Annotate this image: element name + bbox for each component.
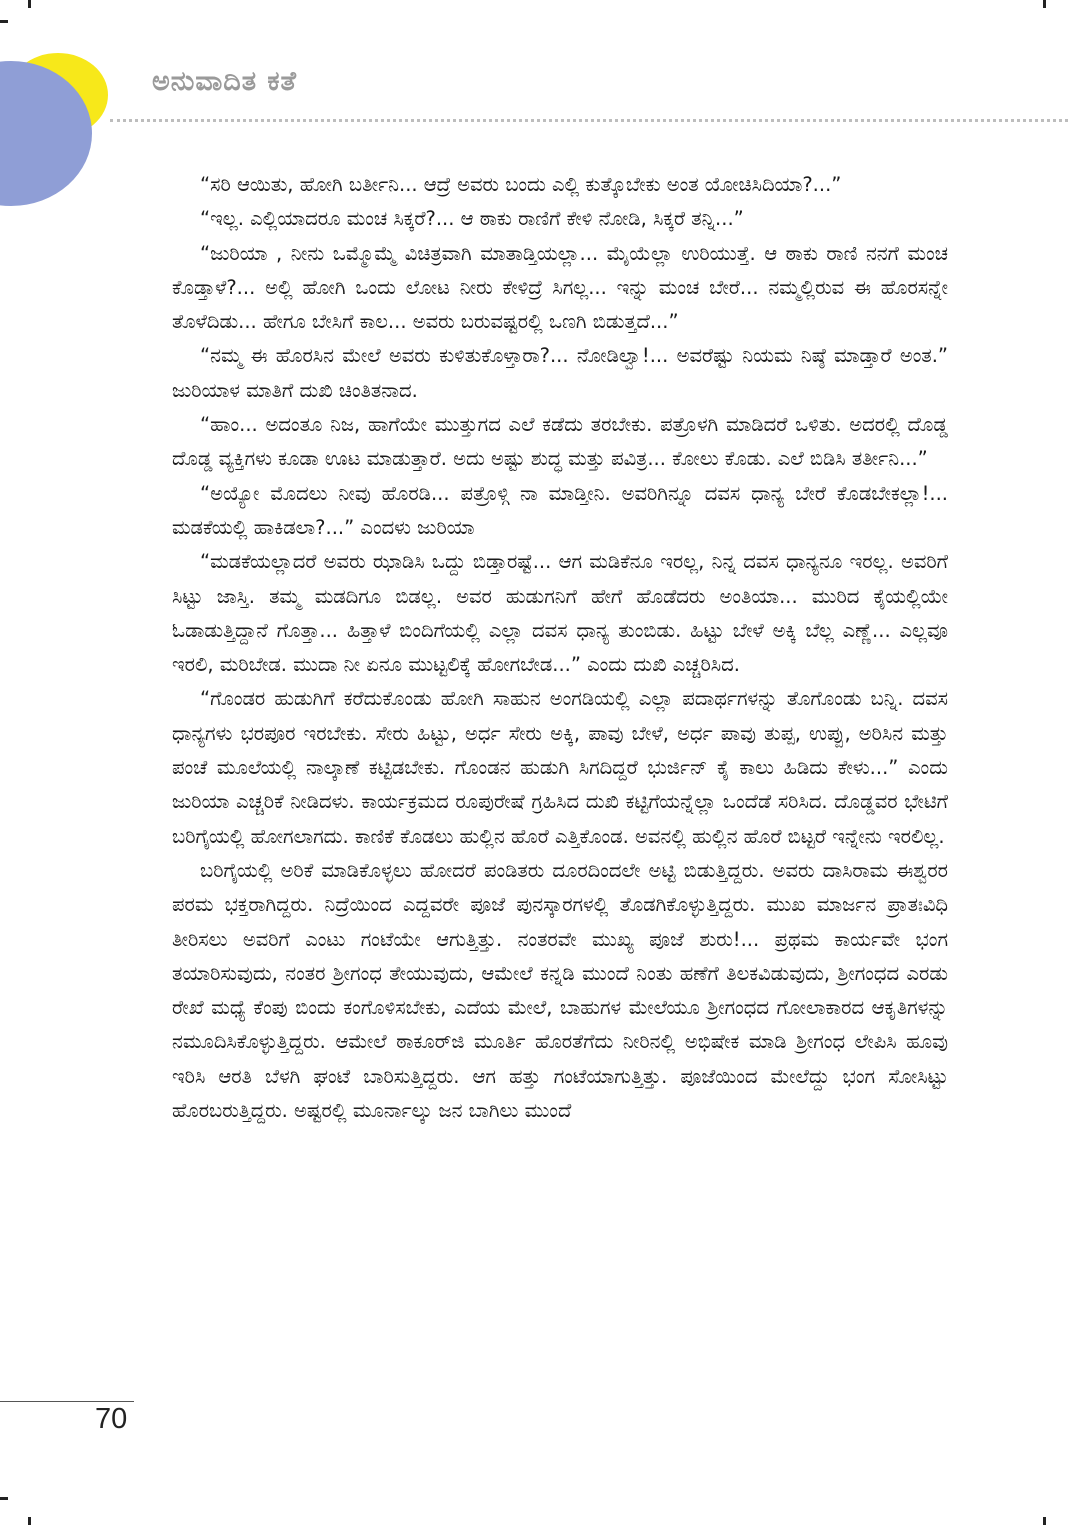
crop-mark-bottom-left [28, 1517, 31, 1525]
paragraph: ಬರಿಗೈಯಲ್ಲಿ ಅರಿಕೆ ಮಾಡಿಕೊಳ್ಳಲು ಹೋದರೆ ಪಂಡಿತರು ದೂರದಿಂದಲೇ ಅಟ್ಟಿ ಬಿಡುತ್ತಿದ್ದರು. ಅವರು ದಾಸಿರಾಮ ಈಶ್ವರರ ಪರಮ ಭಕ್ತರಾಗಿದ್ದರು. ನಿದ್ರೆಯಿಂದ ಎದ್ದವರೇ ಪೂಜೆ ಪುನಸ್ಕಾರಗಳಲ್ಲಿ ತೊಡಗಿಕೊಳ್ಳುತ್ತಿದ್ದರು. ಮುಖ ಮಾರ್ಜನ ಪ್ರಾತಃವಿಧಿ ತೀರಿಸಲು ಅವರಿಗೆ ಎಂಟು ಗಂಟೆಯೇ ಆಗುತ್ತಿತ್ತು. ನಂತರವೇ ಮುಖ್ಯ ಪೂಜೆ ಶುರು!... ಪ್ರಥಮ ಕಾರ್ಯವೇ ಭಂಗ ತಯಾರಿಸುವುದು, ನಂತರ ಶ್ರೀಗಂಧ ತೇಯುವುದು, ಆಮೇಲೆ ಕನ್ನಡಿ ಮುಂದೆ ನಿಂತು ಹಣೆಗೆ ತಿಲಕವಿಡುವುದು, ಶ್ರೀಗಂಧದ ಎರಡು ರೇಖೆ ಮಧ್ಯೆ ಕೆಂಪು ಬಿಂದು ಕಂಗೊಳಿಸಬೇಕು, ಎದೆಯ ಮೇಲೆ, ಬಾಹುಗಳ ಮೇಲೆಯೂ ಶ್ರೀಗಂಧದ ಗೋಲಾಕಾರದ ಆಕೃತಿಗಳನ್ನು ನಮೂದಿಸಿಕೊಳ್ಳುತ್ತಿದ್ದರು. ಆಮೇಲೆ ಠಾಕೂರ್‌ಜಿ ಮೂರ್ತಿ ಹೊರತೆಗೆದು ನೀರಿನಲ್ಲಿ ಅಭಿಷೇಕ ಮಾಡಿ ಶ್ರೀಗಂಧ ಲೇಪಿಸಿ ಹೂವು ಇರಿಸಿ ಆರತಿ ಬೆಳಗಿ ಘಂಟೆ ಬಾರಿಸುತ್ತಿದ್ದರು. ಆಗ ಹತ್ತು ಗಂಟೆಯಾಗುತ್ತಿತ್ತು. ಪೂಜೆಯಿಂದ ಮೇಲೆದ್ದು ಭಂಗ ಸೋಸಿಟ್ಟು ಹೊರಬರುತ್ತಿದ್ದರು. ಅಷ್ಟರಲ್ಲಿ ಮೂರ್ನಾಲ್ಕು ಜನ ಬಾಗಿಲು ಮುಂದೆ [172, 858, 948, 1123]
paragraph: “ಸರಿ ಆಯಿತು, ಹೋಗಿ ಬರ್ತೀನಿ... ಆದ್ರೆ ಅವರು ಬಂದು ಎಲ್ಲಿ ಕುತ್ಕೊಬೇಕು ಅಂತ ಯೋಚಿಸಿದಿಯಾ?...” [200, 173, 842, 196]
paragraph: “ಹಾಂ... ಅದಂತೂ ನಿಜ, ಹಾಗೆಯೇ ಮುತ್ತುಗದ ಎಲೆ ಕಡೆದು ತರಬೇಕು. ಪತ್ರೊಳಗಿ ಮಾಡಿದರೆ ಒಳಿತು. ಅದರಲ್ಲಿ ದೊಡ್ಡ ದೊಡ್ಡ ವ್ಯಕ್ತಿಗಳು ಕೂಡಾ ಊಟ ಮಾಡುತ್ತಾರೆ. ಅದು ಅಷ್ಟು ಶುದ್ಧ ಮತ್ತು ಪವಿತ್ರ... ಕೋಲು ಕೊಡು. ಎಲೆ ಬಿಡಿಸಿ ತರ್ತೀನಿ...” [172, 413, 948, 471]
crop-mark-top-left-side [0, 20, 8, 23]
story-body [172, 168, 948, 1128]
crop-mark-top-right [1043, 0, 1046, 8]
paragraph: “ಜುರಿಯಾ , ನೀನು ಒಮ್ಮೊಮ್ಮೆ ವಿಚಿತ್ರವಾಗಿ ಮಾತಾಡ್ತಿಯಲ್ಲಾ... ಮೈಯೆಲ್ಲಾ ಉರಿಯುತ್ತೆ. ಆ ಠಾಕು ರಾಣಿ ನನಗೆ ಮಂಚ ಕೊಡ್ತಾಳೆ?... ಅಲ್ಲಿ ಹೋಗಿ ಒಂದು ಲೋಟ ನೀರು ಕೇಳಿದ್ರೆ ಸಿಗಲ್ಲ... ಇನ್ನು ಮಂಚ ಬೇರೆ... ನಮ್ಮಲ್ಲಿರುವ ಈ ಹೊರಸನ್ನೇ ತೊಳೆದಿಡು... ಹೇಗೂ ಬೇಸಿಗೆ ಕಾಲ... ಅವರು ಬರುವಷ್ಟರಲ್ಲಿ ಒಣಗಿ ಬಿಡುತ್ತದೆ...” [172, 241, 948, 334]
crop-mark-bottom-left-side [0, 1497, 8, 1500]
page-number: 70 [95, 1403, 128, 1435]
paragraph: “ಗೊಂಡರ ಹುಡುಗಿಗೆ ಕರೆದುಕೊಂಡು ಹೋಗಿ ಸಾಹುನ ಅಂಗಡಿಯಲ್ಲಿ ಎಲ್ಲಾ ಪದಾರ್ಥಗಳನ್ನು ತೊಗೊಂಡು ಬನ್ನಿ. ದವಸ ಧಾನ್ಯಗಳು ಭರಪೂರ ಇರಬೇಕು. ಸೇರು ಹಿಟ್ಟು, ಅರ್ಧ ಸೇರು ಅಕ್ಕಿ, ಪಾವು ಬೇಳೆ, ಅರ್ಧ ಪಾವು ತುಪ್ಪ, ಉಪ್ಪು, ಅರಿಸಿನ ಮತ್ತು ಪಂಚೆ ಮೂಲೆಯಲ್ಲಿ ನಾಲ್ಕಾಣೆ ಕಟ್ಟಿಡಬೇಕು. ಗೊಂಡನ ಹುಡುಗಿ ಸಿಗದಿದ್ದರೆ ಭುರ್ಜಿನ್ ಕೈ ಕಾಲು ಹಿಡಿದು ಕೇಳು...” ಎಂದು ಜುರಿಯಾ ಎಚ್ಚರಿಕೆ ನೀಡಿದಳು. ಕಾರ್ಯಕ್ರಮದ ರೂಪುರೇಷೆ ಗ್ರಹಿಸಿದ ದುಖಿ ಕಟ್ಟಿಗೆಯನ್ನೆಲ್ಲಾ ಒಂದೆಡೆ ಸರಿಸಿದ. ದೊಡ್ಡವರ ಭೇಟಿಗೆ ಬರಿಗೈಯಲ್ಲಿ ಹೋಗಲಾಗದು. ಕಾಣಿಕೆ ಕೊಡಲು ಹುಲ್ಲಿನ ಹೊರೆ ಎತ್ತಿಕೊಂಡ. ಅವನಲ್ಲಿ ಹುಲ್ಲಿನ ಹೊರೆ ಬಿಟ್ಟರೆ ಇನ್ನೇನು ಇರಲಿಲ್ಲ. [172, 687, 948, 848]
crop-mark-top-left [28, 0, 31, 8]
paragraph: “ಮಡಕೆಯಲ್ಲಾದರೆ ಅವರು ಝಾಡಿಸಿ ಒದ್ದು ಬಿಡ್ತಾರಷ್ಟೆ... ಆಗ ಮಡಿಕೆನೂ ಇರಲ್ಲ, ನಿನ್ನ ದವಸ ಧಾನ್ಯನೂ ಇರಲ್ಲ. ಅವರಿಗೆ ಸಿಟ್ಟು ಜಾಸ್ತಿ. ತಮ್ಮ ಮಡದಿಗೂ ಬಿಡಲ್ಲ. ಅವರ ಹುಡುಗನಿಗೆ ಹೇಗೆ ಹೊಡೆದರು ಅಂತಿಯಾ... ಮುರಿದ ಕೈಯಲ್ಲಿಯೇ ಓಡಾಡುತ್ತಿದ್ದಾನೆ ಗೊತ್ತಾ... ಹಿತ್ತಾಳೆ ಬಿಂದಿಗೆಯಲ್ಲಿ ಎಲ್ಲಾ ದವಸ ಧಾನ್ಯ ತುಂಬಿಡು. ಹಿಟ್ಟು ಬೇಳೆ ಅಕ್ಕಿ ಬೆಲ್ಲ ಎಣ್ಣೆ... ಎಲ್ಲವೂ ಇರಲಿ, ಮರಿಬೇಡ. ಮುದಾ ನೀ ಏನೂ ಮುಟ್ಟಲಿಕ್ಕೆ ಹೋಗಬೇಡ...” ಎಂದು ದುಖಿ ಎಚ್ಚರಿಸಿದ. [172, 550, 948, 677]
section-title: ಅನುವಾದಿತ ಕತೆ [152, 66, 297, 97]
paragraph: “ಇಲ್ಲ. ಎಲ್ಲಿಯಾದರೂ ಮಂಚ ಸಿಕ್ಕರೆ?... ಆ ಠಾಕು ರಾಣಿಗೆ ಕೇಳಿ ನೋಡಿ, ಸಿಕ್ಕರೆ ತನ್ನಿ...” [200, 207, 744, 231]
paragraph: “ನಮ್ಮ ಈ ಹೊರಸಿನ ಮೇಲೆ ಅವರು ಕುಳಿತುಕೊಳ್ತಾರಾ?... ನೋಡಿಲ್ವಾ!... ಅವರೆಷ್ಟು ನಿಯಮ ನಿಷ್ಠೆ ಮಾಡ್ತಾರೆ ಅಂತ.” ಜುರಿಯಾಳ ಮಾತಿಗೆ ದುಖಿ ಚಿಂತಿತನಾದ. [172, 344, 948, 402]
footer-rule [0, 1401, 134, 1402]
crop-mark-bottom-right [1043, 1517, 1046, 1525]
paragraph: “ಅಯ್ಯೋ ಮೊದಲು ನೀವು ಹೊರಡಿ... ಪತ್ರೊಳ್ಗಿ ನಾ ಮಾಡ್ತೀನಿ. ಅವರಿಗಿನ್ನೂ ದವಸ ಧಾನ್ಯ ಬೇರೆ ಕೊಡಬೇಕಲ್ಲಾ!... ಮಡಕೆಯಲ್ಲಿ ಹಾಕಿಡಲಾ?...” ಎಂದಳು ಜುರಿಯಾ [172, 481, 948, 539]
header-dotted-rule [110, 119, 1068, 122]
